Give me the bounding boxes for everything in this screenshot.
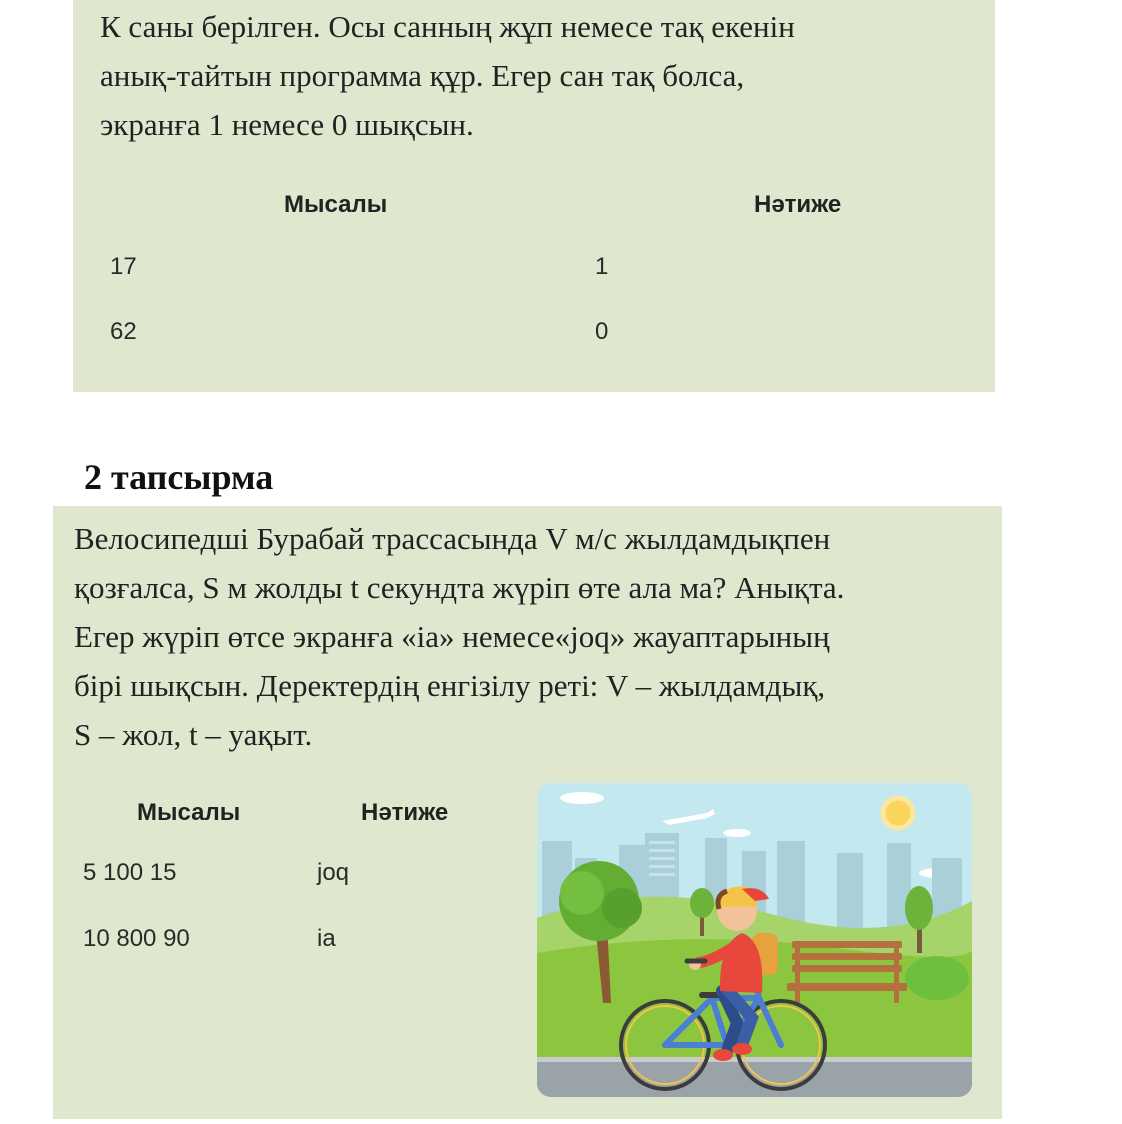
task2-line: қозғалса, S м жолды t секундта жүріп өте ала ма? Анықта.	[74, 570, 845, 605]
task1-line: К саны берілген. Осы санның жұп немесе тақ екенін	[100, 9, 795, 44]
task2-input-cell: 10 800 90	[83, 925, 190, 952]
task1-header-result: Нәтиже	[754, 191, 842, 218]
task1-statement	[100, 2, 795, 149]
task1-header-example: Мысалы	[284, 191, 388, 218]
cyclist-in-park-illustration	[537, 783, 972, 1097]
task1-output-cell: 0	[595, 318, 609, 345]
road-edge	[537, 1057, 972, 1062]
task1-input-cell: 17	[110, 253, 137, 280]
task2-output-cell: joq	[317, 859, 350, 886]
task1-panel	[73, 0, 995, 392]
task1-line: анық-тайтын программа құр. Егер сан тақ болса,	[100, 58, 745, 93]
task2-line: Велосипедші Бурабай трассасында V м/с жылдамдықпен	[74, 521, 831, 556]
sun-icon	[883, 798, 913, 828]
task2-header-example: Мысалы	[137, 799, 241, 826]
task2-statement	[74, 514, 844, 759]
task2-line: Егер жүріп өтсе экранға «ia» немесе«joq» жауаптарының	[74, 619, 830, 654]
cyclist-illustration-svg	[537, 783, 972, 1097]
bush-icon	[905, 956, 969, 1000]
task2-header-result: Нәтиже	[361, 799, 449, 826]
task1-line: экранға 1 немесе 0 шықсын.	[100, 107, 474, 142]
task2-line: S – жол, t – уақыт.	[74, 717, 313, 752]
task1-input-cell: 62	[110, 318, 137, 345]
task2-heading: 2 тапсырма	[84, 457, 274, 497]
task2-panel	[53, 506, 1002, 1119]
task2-input-cell: 5 100 15	[83, 859, 177, 886]
task2-output-cell: ia	[317, 925, 336, 952]
task2-line: бірі шықсын. Деректердің енгізілу реті: V – жылдамдық,	[74, 668, 826, 703]
task1-output-cell: 1	[595, 253, 609, 280]
